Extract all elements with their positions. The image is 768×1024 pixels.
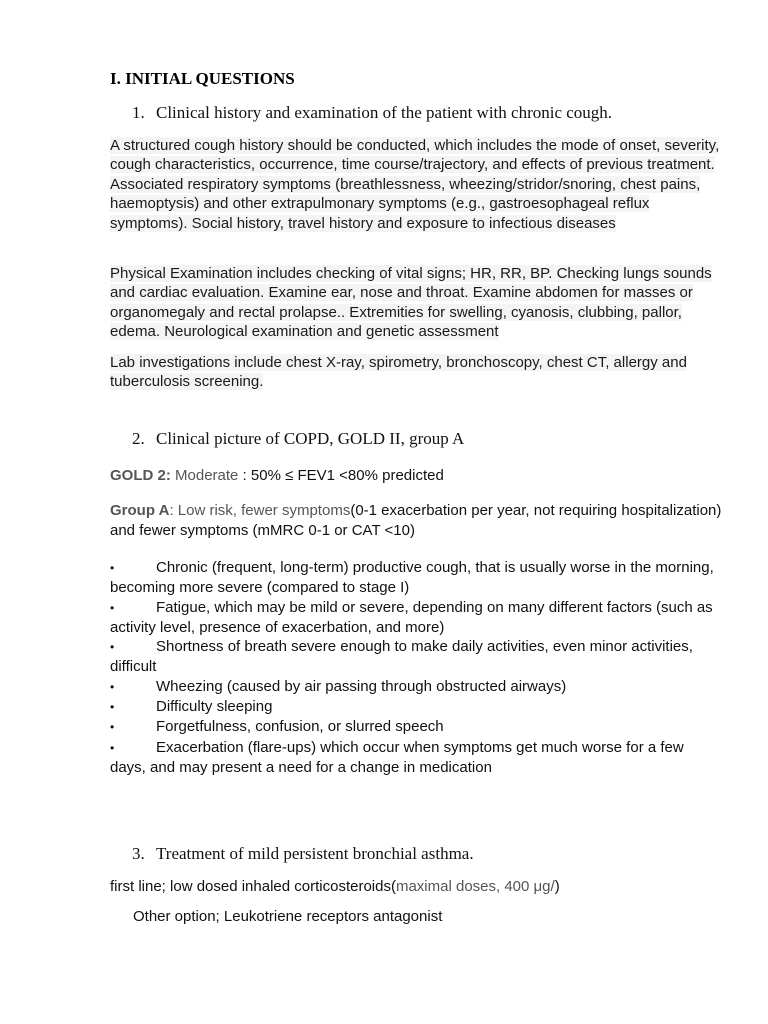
list-item [110,717,722,737]
question-1-title [132,103,612,123]
first-line-text: first line; low dosed inhaled corticosteroids( [110,878,396,895]
question-number: 2. [132,429,145,448]
list-item [110,677,722,697]
question-number: 1. [132,103,145,122]
list-item-text: Shortness of breath severe enough to make daily activities, even minor activities, difficult [110,638,693,676]
first-line-dose: maximal doses, 400 μg/ [395,878,555,895]
group-risk: Low risk, fewer symptoms [173,502,351,519]
list-item [110,637,722,677]
bullet-icon: • [110,561,115,575]
list-item [110,558,722,598]
cough-history-paragraph [110,136,722,233]
physical-exam-paragraph [110,264,722,342]
lab-investigations-paragraph [110,353,722,392]
bullet-icon: • [110,600,115,615]
section-heading: I. INITIAL QUESTIONS [110,69,295,88]
cough-history-text: A structured cough history should be conducted, which includes the mode of onset, severity, cough characteristics, occurrence, time course/trajectory, and effects of previous treatment. Associated respiratory symptoms (breathlessness, wheezing/stridor/snoring, chest pains, haemoptysis) and other extrapulmonary symptoms (e.g., gastroesophageal reflux symptoms). Social history, travel history and exposure to infectious diseases [110,137,720,232]
list-item-text: Fatigue, which may be mild or severe, depending on many different factors (such as activity level, presence of exacerbation, and more) [110,598,713,636]
list-item [110,697,722,717]
first-line-close: ) [554,878,560,895]
bullet-icon: • [110,720,115,735]
group-classification [110,501,722,541]
group-label: Group A [110,502,170,519]
group-detail: (0-1 exacerbation per year, not requiring hospitalization) and fewer symptoms (mMRC 0-1 or CAT <10) [110,502,722,539]
gold-severity: Moderate [170,467,239,484]
physical-exam-text: Physical Examination includes checking of vital signs; HR, RR, BP. Checking lungs sounds and cardiac evaluation. Examine ear, nose and throat. Examine abdomen for masses or organomegaly and rectal prolapse.. Extremities for swelling, cyanosis, clubbing, pallor, edema. Neurological examination and genetic assessment [110,265,712,341]
copd-symptom-list [110,558,722,777]
group-colon: : [169,502,174,519]
lab-investigations-text: Lab investigations include chest X-ray, spirometry, bronchoscopy, chest CT, allergy and tuberculosis screening. [110,354,687,391]
question-3-title [132,844,474,864]
list-item-text: Difficulty sleeping [156,698,273,716]
list-item [110,738,722,778]
other-option-treatment: Other option; Leukotriene receptors antagonist [133,908,443,925]
list-item [110,598,722,638]
question-2-title [132,429,464,449]
question-text: Treatment of mild persistent bronchial asthma. [156,844,474,863]
list-item-text: Exacerbation (flare-ups) which occur when symptoms get much worse for a few days, and may present a need for a change in medication [110,738,684,776]
list-item-text: Forgetfulness, confusion, or slurred speech [156,718,444,736]
bullet-icon: • [110,679,115,694]
question-number: 3. [132,844,145,863]
gold-label: GOLD 2: [110,467,171,484]
list-item-text: Wheezing (caused by air passing through obstructed airways) [156,677,567,695]
bullet-icon: • [110,740,115,755]
gold-classification [110,466,722,486]
question-text: Clinical picture of COPD, GOLD II, group A [156,429,465,448]
gold-criteria: : 50% ≤ FEV1 <80% predicted [238,467,444,484]
list-item-text: Chronic (frequent, long-term) productive cough, that is usually worse in the morning, becoming more severe (compared to stage I) [110,559,714,597]
first-line-treatment [110,878,560,895]
question-text: Clinical history and examination of the patient with chronic cough. [156,103,613,122]
bullet-icon: • [110,700,115,715]
bullet-icon: • [110,640,115,655]
